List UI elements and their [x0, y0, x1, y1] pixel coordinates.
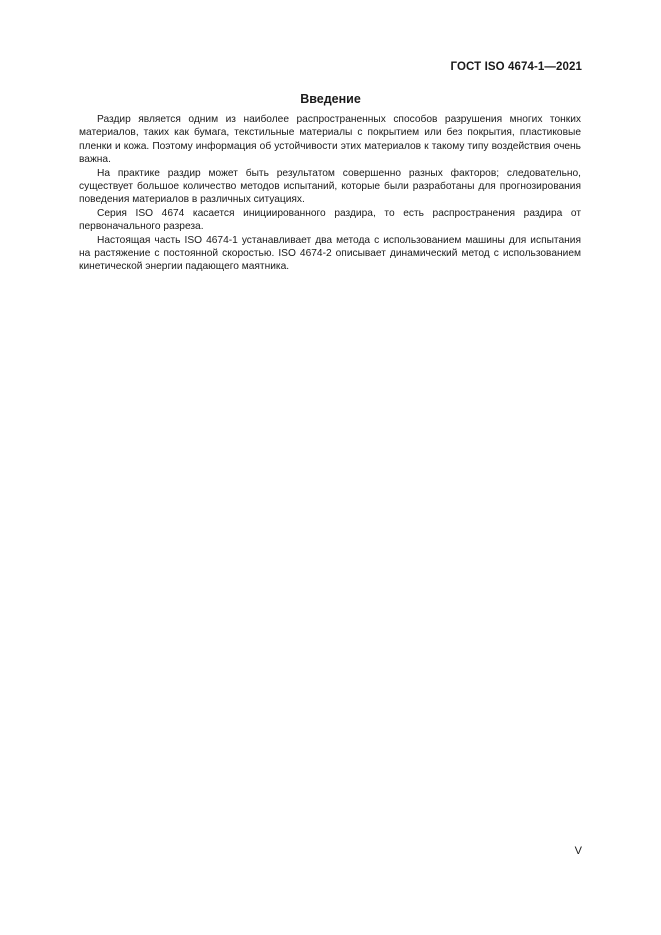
- body-text: [79, 113, 581, 274]
- paragraph: Серия ISO 4674 касается инициированного раздира, то есть распространения раздира от первоначального разреза.: [79, 207, 581, 233]
- paragraph: На практике раздир может быть результатом совершенно разных факторов; следовательно, существует большое количество методов испытаний, которые были разработаны для прогнозирования поведения материалов в различных ситуациях.: [79, 167, 581, 206]
- document-code-header: ГОСТ ISO 4674-1—2021: [450, 61, 582, 73]
- section-title: Введение: [300, 92, 361, 106]
- paragraph: Раздир является одним из наиболее распространенных способов разрушения многих тонких материалов, таких как бумага, текстильные материалы с покрытием или без покрытия, пластиковые пленки и кожа. Поэтому информация об устойчивости этих материалов к такому типу воздействия очень важна.: [79, 114, 581, 166]
- paragraph: Настоящая часть ISO 4674-1 устанавливает два метода с использованием машины для испытания на растяжение с постоянной скоростью. ISO 4674-2 описывает динамический метод с использованием кинетической энергии падающего маятника.: [79, 234, 581, 273]
- page-number: V: [574, 845, 582, 857]
